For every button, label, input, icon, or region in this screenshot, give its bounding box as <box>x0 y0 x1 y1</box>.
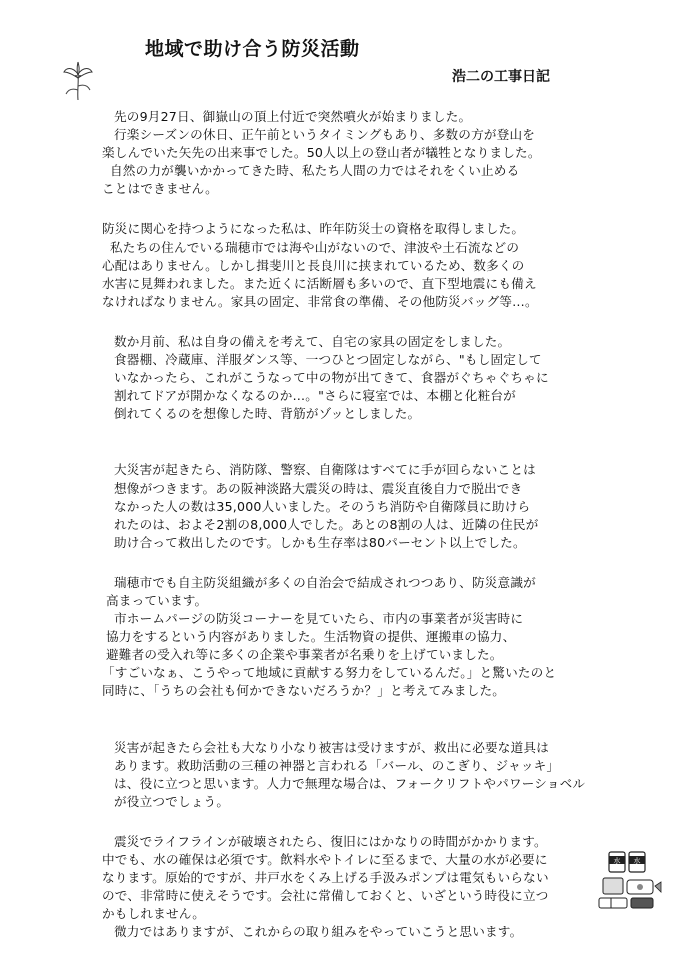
text-line: れたのは、およそ2割の8,000人でした。あとの8割の人は、近隣の住民が <box>114 516 539 532</box>
page-title: 地域で助け合う防災活動 <box>145 38 360 60</box>
text-line: 防災に関心を持つようになった私は、昨年防災士の資格を取得しました。 <box>102 221 525 237</box>
text-line: 自然の力が襲いかかってきた時、私たち人間の力ではそれをくい止める <box>110 163 520 179</box>
text-line: あります。救助活動の三種の神器と言われる「バール、のこぎり、ジャッキ」 <box>114 757 560 773</box>
svg-text:水: 水 <box>613 857 621 865</box>
paragraph <box>102 220 622 310</box>
emergency-supplies-icon <box>595 848 665 912</box>
svg-text:水: 水 <box>633 857 641 865</box>
page-subtitle: 浩二の工事日記 <box>452 69 550 85</box>
text-line: 市ホームパージの防災コーナーを見ていたら、市内の事業者が災害時に <box>114 611 524 627</box>
paragraph <box>102 461 622 551</box>
text-line: が役立つでしょう。 <box>114 793 230 809</box>
text-line: なります。原始的ですが、井戸水をくみ上げる手汲みポンプは電気もいらない <box>102 870 549 886</box>
text-line: 大災害が起きたら、消防隊、警察、自衛隊はすべてに手が回らないことは <box>114 462 536 478</box>
paragraph <box>102 574 622 701</box>
text-line: 同時に、「うちの会社も何かできないだろうか？」と考えてみました。 <box>102 683 506 699</box>
text-line: 震災でライフラインが破壊されたら、復旧にはかなりの時間がかかります。 <box>114 833 547 849</box>
text-line: 倒れてくるのを想像した時、背筋がゾッとしました。 <box>114 406 421 422</box>
text-line: 数か月前、私は自身の備えを考えて、自宅の家具の固定をしました。 <box>114 333 511 349</box>
lily-flower-icon <box>58 60 98 104</box>
text-line: 食器棚、冷蔵庫、洋服ダンス等、一つひとつ固定しながら、"もし固定して <box>114 352 542 368</box>
text-line: 行楽シーズンの休日、正午前というタイミングもあり、多数の方が登山を <box>114 127 536 143</box>
text-line: 想像がつきます。あの阪神淡路大震災の時は、震災直後自力で脱出でき <box>114 480 523 496</box>
text-line: 助け合って救出したのです。しかも生存率は80パーセント以上でした。 <box>114 534 526 550</box>
paragraph <box>102 739 622 811</box>
text-line: 「すごいなぁ、こうやって地域に貢献する努力をしているんだ。」と驚いたのと <box>102 665 557 681</box>
text-line: かもしれません。 <box>102 906 206 922</box>
text-line: 瑞穂市でも自主防災組織が多くの自治会で結成されつつあり、防災意識が <box>114 574 536 590</box>
text-line: 私たちの住んでいる瑞穂市では海や山がないので、津波や土石流などの <box>110 239 520 255</box>
text-line: 避難者の受入れ等に多くの企業や事業者が名乗りを上げていました。 <box>106 647 503 663</box>
text-line: いなかったら、これがこうなって中の物が出てきて、食器がぐちゃぐちゃに <box>114 370 549 386</box>
text-line: 協力をするという内容がありました。生活物資の提供、運搬車の協力、 <box>106 629 516 645</box>
text-line: は、役に立つと思います。人力で無理な場合は、フォークリフトやパワーショベル <box>114 775 586 791</box>
article-body <box>102 108 622 963</box>
paragraph <box>102 108 622 198</box>
text-line: 微力ではありますが、これからの取り組みをやっていこうと思います。 <box>114 924 523 940</box>
text-line: 先の9月27日、御嶽山の頂上付近で突然噴火が始まりました。 <box>114 109 472 124</box>
text-line: 心配はありません。しかし揖斐川と長良川に挟まれているため、数多くの <box>102 257 525 273</box>
text-line: 割れてドアが開かなくなるのか…。"さらに寝室では、本棚と化粧台が <box>114 388 516 404</box>
paragraph <box>102 333 622 423</box>
text-line: 水害に見舞われました。また近くに活断層も多いので、直下型地震にも備え <box>102 275 537 291</box>
text-line: 災害が起きたら会社も大なり小なり被害は受けますが、救出に必要な道具は <box>114 739 549 755</box>
text-line: 高まっています。 <box>106 592 208 608</box>
text-line: なければなりません。家具の固定、非常食の準備、その他防災バッグ等…。 <box>102 293 538 309</box>
text-line: なかった人の数は35,000人いました。そのうち消防や自衛隊員に助けら <box>114 498 531 514</box>
text-line: 楽しんでいた矢先の出来事でした。50人以上の登山者が犠牲となりました。 <box>102 145 541 161</box>
text-line: 中でも、水の確保は必須です。飲料水やトイレに至るまで、大量の水が必要に <box>102 852 548 867</box>
text-line: ことはできません。 <box>102 181 218 197</box>
paragraph <box>102 833 622 942</box>
text-line: ので、非常時に使えそうです。会社に常備しておくと、いざという時役に立つ <box>102 888 549 904</box>
